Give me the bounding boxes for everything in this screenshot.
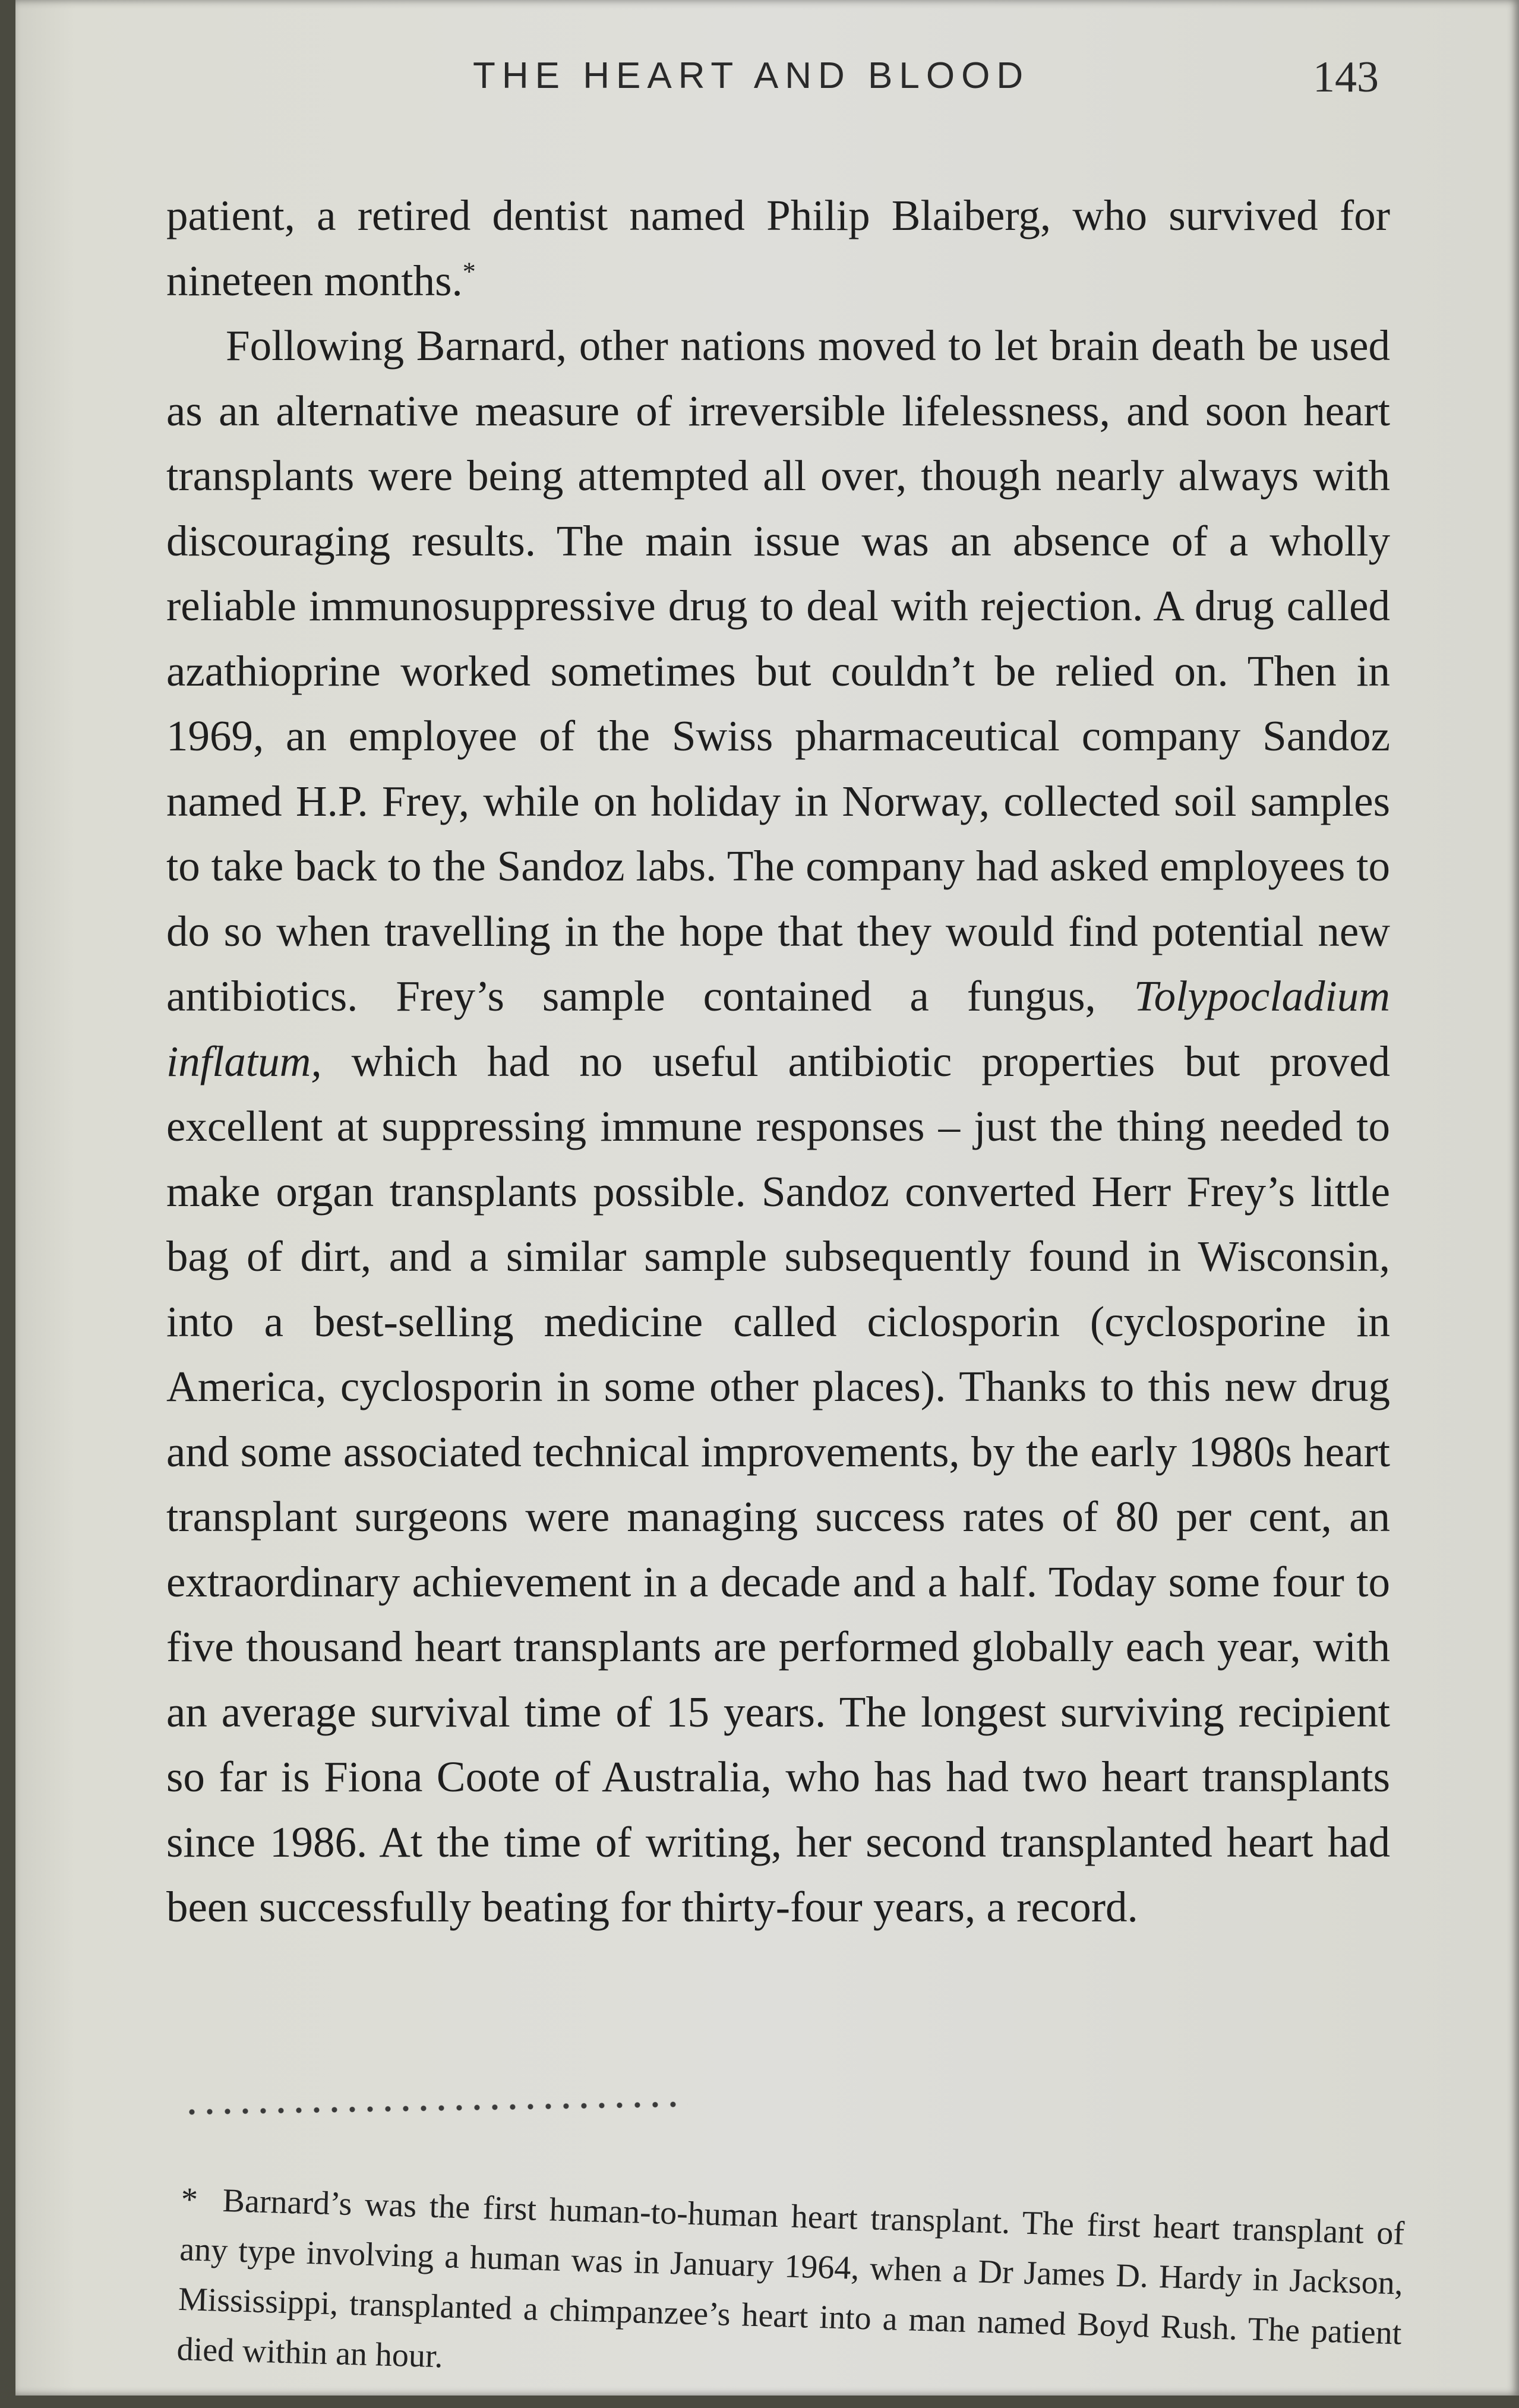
body-text: [166, 183, 1390, 1940]
species-name-italic: Tolypocladium inflatum,: [166, 972, 1391, 1085]
footnote-text: Barnard’s was the first human-to-human heart transplant. The first heart transplant of any type involving a human was in January 1964, when a Dr James D. Hardy in Jackson, Mississippi, transplanted a chimpanzee’s heart into a man named Boyd Rush. The patient died within an hour.: [176, 2182, 1405, 2375]
footnote-reference: *: [462, 257, 476, 286]
footnote-divider: [183, 2100, 688, 2116]
paragraph-2: [166, 313, 1390, 1940]
paragraph-1-text: patient, a retired dentist named Philip Blaiberg, who survived for nineteen months.: [166, 191, 1390, 305]
page-number: 143: [1313, 53, 1379, 102]
paragraph-2-text-b: which had no useful antibiotic properties but proved excellent at suppressing immune responses – just the thing needed to make organ transplants possible. Sandoz converted Herr Frey’s little bag of dirt, and a similar sample subsequently found in Wisconsin, into a best-selling medicine called ciclosporin (cyclosporine in America, cyclosporin in some other places). Thanks to this new drug and some associated technical improvements, by the early 1980s heart transplant surgeons were managing success rates of 80 per cent, an extraordinary achievement in a decade and a half. Today some four to five thousand heart transplants are performed globally each year, with an average survival time of 15 years. The longest surviving recipient so far is Fiona Coote of Australia, who has had two heart transplants since 1986. At the time of writing, her second transplanted heart had been successfully beating for thirty-four years, a record.: [166, 1037, 1390, 1931]
book-page: [15, 0, 1519, 2396]
footnote-marker: *: [180, 2180, 198, 2218]
footnote: [176, 2175, 1406, 2408]
paragraph-2-text-a: Following Barnard, other nations moved to let brain death be used as an alternative measure of irreversible lifelessness, and soon heart transplants were being attempted all over, though nearly always with discouraging results. The main issue was an absence of a wholly reliable immunosuppressive drug to deal with rejection. A drug called azathioprine worked sometimes but couldn’t be relied on. Then in 1969, an employee of the Swiss pharmaceutical company Sandoz named H.P. Frey, while on holiday in Norway, collected soil samples to take back to the Sandoz labs. The company had asked employees to do so when travelling in the hope that they would find potential new antibiotics. Frey’s sample contained a fungus,: [166, 321, 1390, 1020]
running-head: THE HEART AND BLOOD: [473, 55, 1030, 96]
paragraph-1: [166, 183, 1390, 313]
